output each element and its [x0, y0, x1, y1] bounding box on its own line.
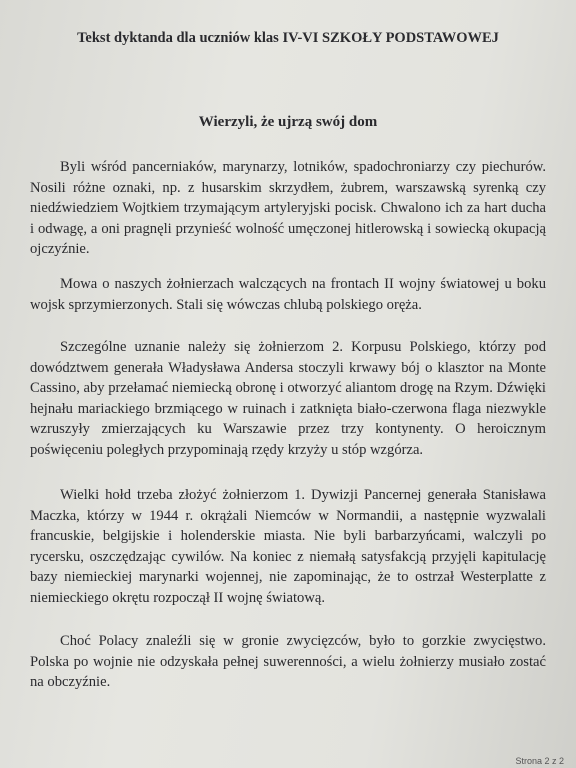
- page-number-footer: Strona 2 z 2: [515, 756, 564, 766]
- paragraph-2: Mowa o naszych żołnierzach walczących na frontach II wojny światowej u boku wojsk sprzymierzonych. Stali się wówczas chlubą polskiego oręża.: [30, 276, 546, 313]
- paragraph-5: Choć Polacy znaleźli się w gronie zwycięzców, było to gorzkie zwycięstwo. Polska po wojnie nie odzyskała pełnej suwerenności, a wielu żołnierzy musiało zostać na obczyźnie.: [30, 633, 546, 690]
- document-title: Wierzyli, że ujrzą swój dom: [198, 114, 378, 130]
- paragraph-3: Szczególne uznanie należy się żołnierzom 2. Korpusu Polskiego, którzy pod dowództwem generała Władysława Andersa stoczyli krwawy bój o klasztor na Monte Cassino, aby przełamać niemiecką obronę i otworzyć aliantom drogę na Rzym. Dźwięki hejnału mariackiego brzmiącego w ruinach i zatknięta biało-czerwona flaga niezwykle wzruszyły zmierzających ku Warszawie przez trzy kontynenty. O heroicznym poświęceniu poległych przypominają rzędy krzyży u stóp wzgórza.: [30, 339, 546, 458]
- paragraph-4: Wielki hołd trzeba złożyć żołnierzom 1. Dywizji Pancernej generała Stanisława Maczka, którzy w 1944 r. okrążali Niemców w Normandii, a następnie wyzwalali francuskie, belgijskie i holenderskie miasta. Nie byli barbarzyńcami, walczyli po rycersku, oszczędzając cywilów. Na koniec z niemałą satysfakcją przyjęli kapitulację bazy niemieckiej marynarki wojennej, nie zapominając, że to ostrzał Westerplatte z niemieckiego okrętu rozpoczął II wojnę światową.: [30, 487, 546, 606]
- document-header: Tekst dyktanda dla uczniów klas IV-VI SZKOŁY PODSTAWOWEJ: [77, 30, 499, 46]
- paragraph-1: Byli wśród pancerniaków, marynarzy, lotników, spadochroniarzy czy piechurów. Nosili różne oznaki, np. z husarskim skrzydłem, żubrem, warszawską syrenką czy niedźwiedziem Wojtkiem trzymającym artyleryjski pocisk. Chwalono ich za hart ducha i odwagę, a oni pragnęli przynieść wolność umęczonej hitlerowską i sowiecką okupacją ojczyźnie.: [30, 159, 546, 257]
